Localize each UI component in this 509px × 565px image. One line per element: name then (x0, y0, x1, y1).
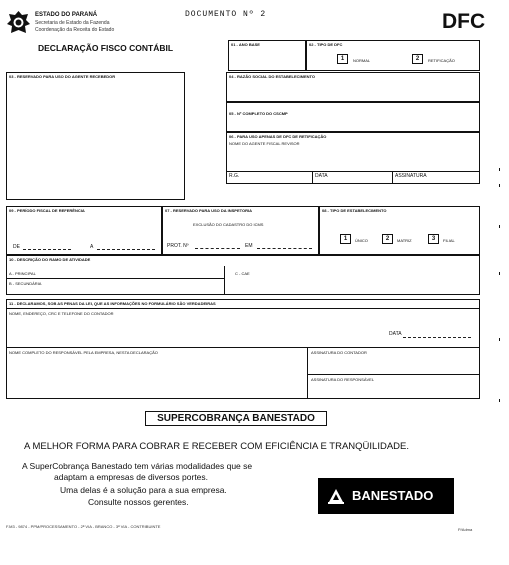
secretaria-name: Secretaria de Estado da Fazenda (35, 20, 110, 26)
assinatura-label: ASSINATURA (395, 173, 427, 179)
footer-left: F.M3 - 9874 - PPM/PROCESSAMENTO - 2ª VIA - BRANCO - 3ª VIA - CONTRIBUINTE (6, 524, 161, 529)
ad-line-3: Uma delas é a solução para a sua empresa. (60, 485, 227, 495)
assinatura-responsavel-label: ASSINATURA DO RESPONSÁVEL (311, 377, 375, 382)
periodo-a-label: A (90, 244, 94, 250)
retificacao-box (226, 132, 480, 184)
normal-label: NORMAL (353, 58, 371, 63)
supercobranca-title: SUPERCOBRANÇA BANESTADO (157, 413, 315, 424)
matriz-checkbox[interactable]: 2 (382, 234, 393, 244)
declaracao-label: 11 - DECLARAMOS, SOB AS PENAS DA LEI, QUE AS INFORMAÇÕES NO FORMULÁRIO SÃO VERDADEIRAS (9, 301, 216, 306)
unico-checkbox[interactable]: 1 (340, 234, 351, 244)
state-coat-of-arms-icon (6, 10, 31, 36)
periodo-fiscal-box (6, 206, 162, 255)
em-field[interactable] (257, 248, 312, 249)
coordenacao-name: Coordenação da Receita do Estado (35, 27, 115, 33)
retificacao-checkbox[interactable]: 2 (412, 54, 423, 64)
agente-recebedor-label: 03 - RESERVADO PARA USO DO AGENTE RECEBEDOR (9, 74, 116, 79)
ad-line-4: Consulte nossos gerentes. (88, 497, 189, 507)
periodo-fiscal-label: 09 - PERÍODO FISCAL DE REFERÊNCIA (9, 208, 85, 213)
banestado-logo (318, 478, 454, 514)
secundaria-label: B - SECUNDÁRIA (9, 281, 42, 286)
inspetoria-box (162, 206, 319, 255)
normal-checkbox[interactable]: 1 (337, 54, 348, 64)
periodo-de-label: DE (13, 244, 20, 250)
banestado-brand: BANESTADO (352, 488, 434, 503)
banestado-logo-icon (326, 486, 346, 506)
protocolo-label: PROT. Nº (167, 243, 189, 249)
cscmp-label: 05 - Nº COMPLETO DO CSCMP (229, 111, 288, 116)
assinatura-contador-label: ASSINATURA DO CONTADOR (311, 350, 367, 355)
ad-headline: A MELHOR FORMA PARA COBRAR E RECEBER COM EFICIÊNCIA E TRANQÜILIDADE. (24, 441, 410, 452)
tipo-dfc-box (306, 40, 480, 71)
cscmp-box[interactable] (226, 102, 480, 132)
exclusao-cadastro-label: EXCLUSÃO DO CADASTRO DO ICMS (193, 222, 264, 227)
retificacao-use-label: 06 - PARA USO APENAS DE DFC DE RETIFICAÇÃO (229, 134, 327, 139)
agente-recebedor-box (6, 72, 185, 200)
declaracao-box (6, 299, 480, 399)
ad-line-2: adaptam a empresas de diversos portes. (54, 472, 209, 482)
ano-base-box[interactable] (228, 40, 306, 71)
agente-revisor-label: NOME DO AGENTE FISCAL REVISOR (229, 141, 300, 146)
rg-label: R.G. (229, 173, 240, 179)
ano-base-label: 01 - ANO BASE (231, 42, 260, 47)
retificacao-label: RETIFICAÇÃO (428, 58, 455, 63)
razao-social-box[interactable] (226, 72, 480, 102)
filial-checkbox[interactable]: 3 (428, 234, 439, 244)
em-label: EM (245, 243, 253, 249)
razao-social-label: 04 - RAZÃO SOCIAL DO ESTABELECIMENTO (229, 74, 316, 79)
principal-label: A - PRINCIPAL (9, 271, 36, 276)
ramo-atividade-label: 10 - DESCRIÇÃO DO RAMO DE ATIVIDADE (9, 257, 91, 262)
protocolo-field[interactable] (195, 248, 240, 249)
document-number: DOCUMENTO Nº 2 (185, 10, 267, 19)
tipo-dfc-label: 02 - TIPO DE DFC (309, 42, 343, 47)
data-label: DATA (315, 173, 328, 179)
periodo-de-field[interactable] (23, 249, 71, 250)
unico-label: ÚNICO (355, 238, 368, 243)
periodo-a-field[interactable] (97, 249, 155, 250)
state-name: ESTADO DO PARANÁ (35, 12, 98, 18)
contador-label: NOME, ENDEREÇO, CRC E TELEFONE DO CONTADOR (9, 311, 114, 316)
responsavel-label: NOME COMPLETO DO RESPONSÁVEL PELA EMPRESA, NESTA DECLARAÇÃO (9, 350, 158, 355)
supercobranca-title-box (145, 411, 327, 426)
matriz-label: MATRIZ (397, 238, 412, 243)
footer-right: P/Adma (458, 527, 473, 532)
declaracao-data-label: DATA (389, 331, 402, 337)
form-title: DECLARAÇÃO FISCO CONTÁBIL (38, 43, 174, 53)
form-code: DFC (442, 10, 486, 33)
ad-line-1: A SuperCobrança Banestado tem várias modalidades que se (22, 461, 253, 471)
filial-label: FILIAL (443, 238, 455, 243)
declaracao-data-field[interactable] (403, 337, 471, 338)
ramo-atividade-box (6, 255, 480, 295)
inspetoria-label: 07 - RESERVADO PARA USO DA INSPETORIA (165, 208, 252, 213)
cae-label: C - CAE (235, 271, 250, 276)
tipo-estabelecimento-box (319, 206, 480, 255)
tipo-estabelecimento-label: 08 - TIPO DE ESTABELECIMENTO (322, 208, 387, 213)
